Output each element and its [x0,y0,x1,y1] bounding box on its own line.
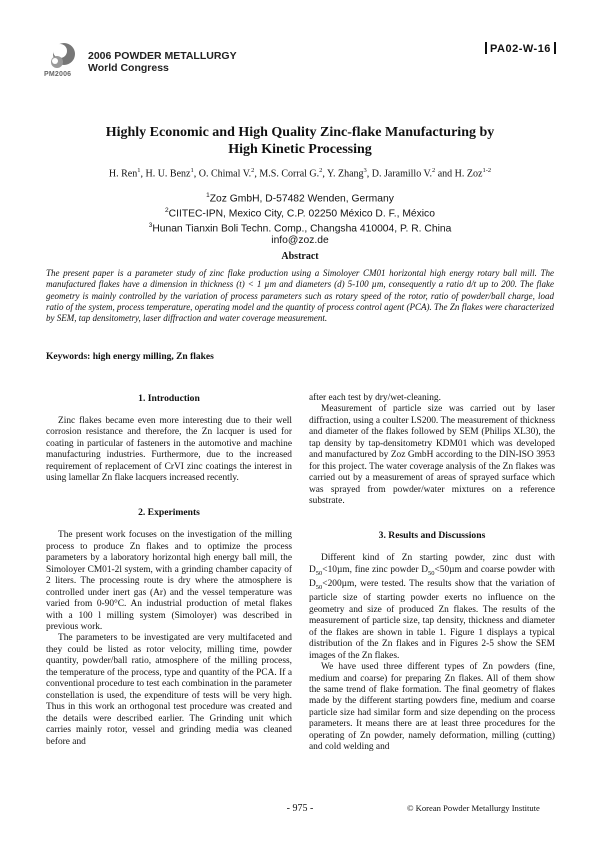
conference-line-2: World Congress [88,62,169,74]
section-heading-results: 3. Results and Discussions [378,530,486,542]
experiments-paragraph-1: The present work focuses on the investigation of the milling process to produce Zn flakes and to optimize the process parameters by a laboratory horizontal high energy ball mill, the Simoloyer CM01-2l system, with a grinding chamber capacity of 2 liters. The processing route is dry where the atmosphere is controlled under inert gas (Ar) and the vessel temperature was varied from 0-90°C. An industrial production of metal flakes with a 100 l milling system (Simoloyer) was described in previous work. [46,530,292,632]
author-name: H. Ren [108,168,138,180]
author-affiliation-index: 2 [319,167,323,174]
title-line-2: High Kinetic Processing [228,142,372,157]
intro-paragraph: Zinc flakes became even more interesting due to their well corrosion resistance and therefore, the Zn lacquer is used for coating in particular of fasteners in the automotive and machine manufacturing industries. Furthermore, due to the increased requirement of replacement of CrVI zinc coatings the interest in using lamellar Zn flake lacquers increased recently. [46,415,292,484]
affiliation-text: Zoz GmbH, D-57482 Wenden, Germany [209,193,394,205]
author-name: Y. Zhang [327,168,364,180]
author-affiliation-index: 1 [137,167,141,174]
author-name: M.S. Corral G. [259,168,320,180]
title-line-1: Highly Economic and High Quality Zinc-flake Manufacturing by [105,125,495,140]
keywords: Keywords: high energy milling, Zn flakes [46,352,214,362]
abstract-text: The present paper is a parameter study of zinc flake production using a Simoloyer CM01 horizontal high energy rotary ball mill. The manufactured flakes have a dimension in thickness (t) < 1 µm and diameters (d) 5-100 µm, consequently a ratio d/t up to 200. The flake geometry is mainly controlled by the variation of process parameters such as rotary speed of the rotor, ratio of powder/ball charge, load ratio of the system, process temperature, operating model and the quantity of process control agent (PCA). The Zn flakes were characterized by SEM, tap densitometry, laser diffraction and water coverage measurement. [46,268,554,324]
code-bar-left [485,42,487,54]
conference-title [88,50,237,74]
author-name: H. U. Benz [145,168,191,180]
author-name: D. Jaramillo V. [371,168,432,180]
affiliation-text: Hunan Tianxin Boli Techn. Comp., Changsha 410004, P. R. China [152,223,452,235]
results-p1-text-a: Different kind of Zn starting powder, zinc dust with D [309,553,555,575]
author-affiliation-index: 2 [431,167,436,174]
author-name: H. Zoz [454,168,483,180]
author-affiliation-index: 1-2 [482,167,492,174]
experiments-paragraph-3: after each test by dry/wet-cleaning. [309,393,441,403]
copyright-notice: © Korean Powder Metallurgy Institute [407,803,540,813]
author-affiliation-index: 1 [190,167,194,174]
logo-caption: PM2006 [44,71,72,78]
section-heading-introduction: 1. Introduction [138,393,200,404]
paper-code [482,42,559,55]
results-p1-text-b: <10µm, fine zinc powder D [322,564,428,575]
affiliation-line [100,220,500,235]
code-bar-right [554,42,556,54]
results-paragraph-2: We have used three different types of Zn powders (fine, medium and coarse) for preparing Zn flakes. All of them show the same trend of flake formation. The final geometry of flakes made by the different starting powders fine, medium and coarse particle size had similar form and size depending on the process parameters. It means there are at least three procedures for the operating of Zn powder, namely deformation, milling (cutting) and cold welding and [309,662,555,753]
results-p1-text-c: <50µm and coarse powder with D [309,564,555,590]
page-number: - 975 - [286,803,314,814]
experiments-paragraph-2: The parameters to be investigated are very multifaceted and they could be listed as rotor velocity, milling time, powder quantity, powder/ball ratio, atmosphere of the milling process, the temperature of the process, type and quantity of the PCA. If a conventional procedure to test each combination in the parameter constellation is used, the expenditure of tests will be very high. Thus in this work an orthogonal test procedure was created and the details were described earlier. The Grinding unit which carries mainly rotor, vessel and grinding media was cleaned before and [46,633,292,747]
abstract-heading: Abstract [281,251,319,262]
author-affiliation-index: 2 [251,167,255,174]
results-paragraph-1 [309,553,555,662]
author-name: O. Chimal V. [198,168,252,180]
affiliation-index: 3 [148,222,153,230]
author-affiliation-index: 3 [363,167,367,174]
d50-subscript: 50 [315,583,323,591]
paper-title [60,124,540,158]
affiliations [100,190,500,247]
d50-subscript: 50 [315,569,323,577]
section-heading-experiments: 2. Experiments [138,507,200,519]
contact-email: info@zoz.de [271,235,329,247]
affiliation-index: 2 [165,207,169,215]
affiliation-line [100,190,500,205]
results-p1-text-d: <200µm, were tested. The results show that the variation of particle size of starting powder exerts no influence on the geometry and size of produced Zn flakes. The results of the measurement of particle size, tap density, thickness and diameter of the flakes are shown in table 1. Figure 1 displays a typical distribution of the Zn flakes and in Figures 2-5 show the SEM images of the Zn flakes. [309,579,555,661]
left-column [46,393,292,748]
right-column [309,393,555,754]
affiliation-index: 1 [206,192,210,199]
affiliation-line [100,205,500,220]
d50-subscript: 50 [427,569,435,577]
experiments-paragraph-4: Measurement of particle size was carried out by laser diffraction, using a coulter LS200. The measurement of thickness and diameter of the flakes followed by SEM (Philips XL30), the tap density by tap-densitometry KDM01 which was developed and manufactured by Zoz GmbH according to the DIN-ISO 3953 for this project. The water coverage analysis of the Zn flakes was carried out by a measurement of areas of sprayed surface which was sprayed from powder/water mixtures on a reference substrate. [309,404,555,507]
conference-line-1: 2006 POWDER METALLURGY [88,50,237,62]
paper-code-text: PA02-W-16 [490,43,551,55]
author-list: H. Ren$^1$, H. U. Benz$^1$, O. Chimal V.$^2$, M.S. Corral G.$^2$, Y. Zhang$^3$, D. Jaramillo V.$^2$ and H. Zoz$^{1-2}$ [108,167,492,180]
affiliation-list [100,190,500,235]
affiliation-text: CIITEC-IPN, Mexico City, C.P. 02250 México D. F., México [168,208,435,220]
